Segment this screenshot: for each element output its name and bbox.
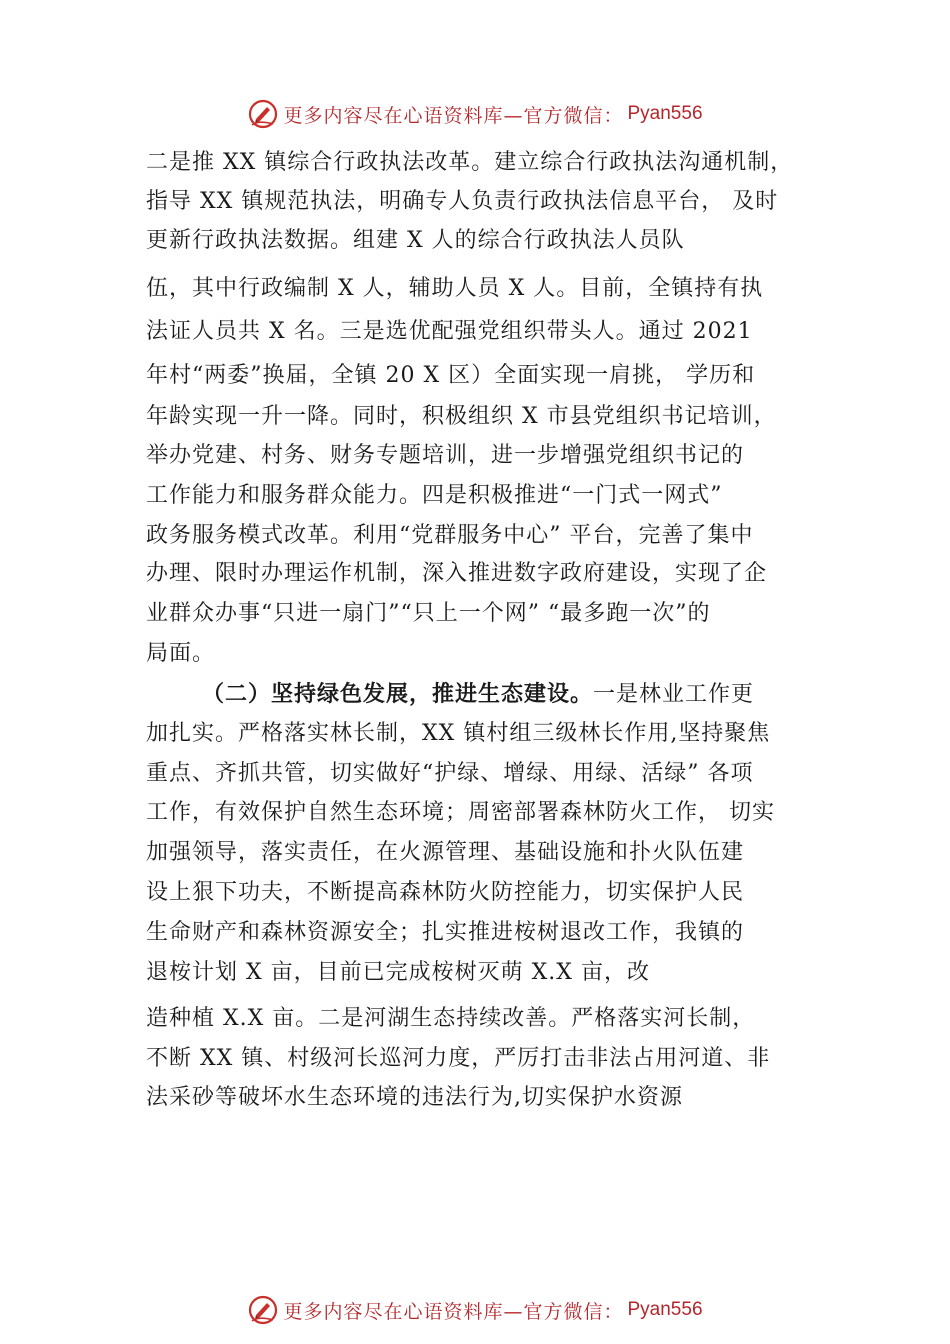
body-line: 局面。 xyxy=(146,641,216,666)
section-heading: （二）坚持绿色发展，推进生态建设。 xyxy=(202,681,594,707)
body-line: 指导 XX 镇规范执法，明确专人负责行政执法信息平台， 及时 xyxy=(146,189,779,214)
body-line: 年龄实现一升一降。同时，积极组织 X 市县党组织书记培训， xyxy=(146,404,777,429)
body-line: 退桉计划 X 亩，目前已完成桉树灭萌 X.X 亩，改 xyxy=(146,960,650,985)
body-line: 造种植 X.X 亩。二是河湖生态持续改善。严格落实河长制， xyxy=(146,1006,756,1031)
body-line: 生命财产和森林资源安全；扎实推进桉树退改工作，我镇的 xyxy=(146,920,745,945)
section-heading-tail: 一是林业工作更 xyxy=(593,682,755,707)
header-banner-id: Pyan556 xyxy=(627,103,703,124)
body-line: 二是推 XX 镇综合行政执法改革。建立综合行政执法沟通机制， xyxy=(146,150,794,175)
footer-banner-text: 更多内容尽在心语资料库—官方微信： xyxy=(283,1300,624,1323)
body-line: 伍，其中行政编制 X 人，辅助人员 X 人。目前，全镇持有执 xyxy=(146,276,764,301)
header-watermark-banner xyxy=(0,94,950,134)
body-line: 年村“两委”换届，全镇 20 X 区）全面实现一肩挑， 学历和 xyxy=(146,363,756,388)
body-line: 工作，有效保护自然生态环境；周密部署森林防火工作， 切实 xyxy=(146,800,775,825)
writing-hand-logo-icon xyxy=(247,98,279,130)
body-line: 举办党建、村务、财务专题培训，进一步增强党组织书记的 xyxy=(146,443,745,468)
body-line: 办理、限时办理运作机制，深入推进数字政府建设，实现了企 xyxy=(146,561,768,586)
body-line: 工作能力和服务群众能力。四是积极推进“一门式一网式” xyxy=(146,483,723,508)
footer-watermark-banner xyxy=(0,1290,950,1330)
body-line: 法采砂等破坏水生态环境的违法行为,切实保护水资源 xyxy=(146,1085,683,1110)
body-line: 设上狠下功夫，不断提高森林防火防控能力，切实保护人民 xyxy=(146,880,745,905)
body-line: 加强领导，落实责任，在火源管理、基础设施和扑火队伍建 xyxy=(146,840,745,865)
body-line: 法证人员共 X 名。三是选优配强党组织带头人。通过 2021 xyxy=(146,319,753,344)
header-banner-text: 更多内容尽在心语资料库—官方微信： xyxy=(283,104,624,127)
body-line: 政务服务模式改革。利用“党群服务中心” 平台，完善了集中 xyxy=(146,523,754,548)
body-line: 加扎实。严格落实林长制，XX 镇村组三级林长作用,坚持聚焦 xyxy=(146,721,771,746)
body-line: 不断 XX 镇、村级河长巡河力度，严厉打击非法占用河道、非 xyxy=(146,1046,771,1071)
body-line: 更新行政执法数据。组建 X 人的综合行政执法人员队 xyxy=(146,228,685,253)
footer-banner-id: Pyan556 xyxy=(627,1299,703,1320)
section-heading-line xyxy=(202,679,754,709)
body-line: 重点、齐抓共管，切实做好“护绿、增绿、用绿、活绿” 各项 xyxy=(146,761,754,786)
writing-hand-logo-icon xyxy=(247,1294,279,1326)
body-line: 业群众办事“只进一扇门”“只上一个网” “最多跑一次”的 xyxy=(146,601,711,626)
